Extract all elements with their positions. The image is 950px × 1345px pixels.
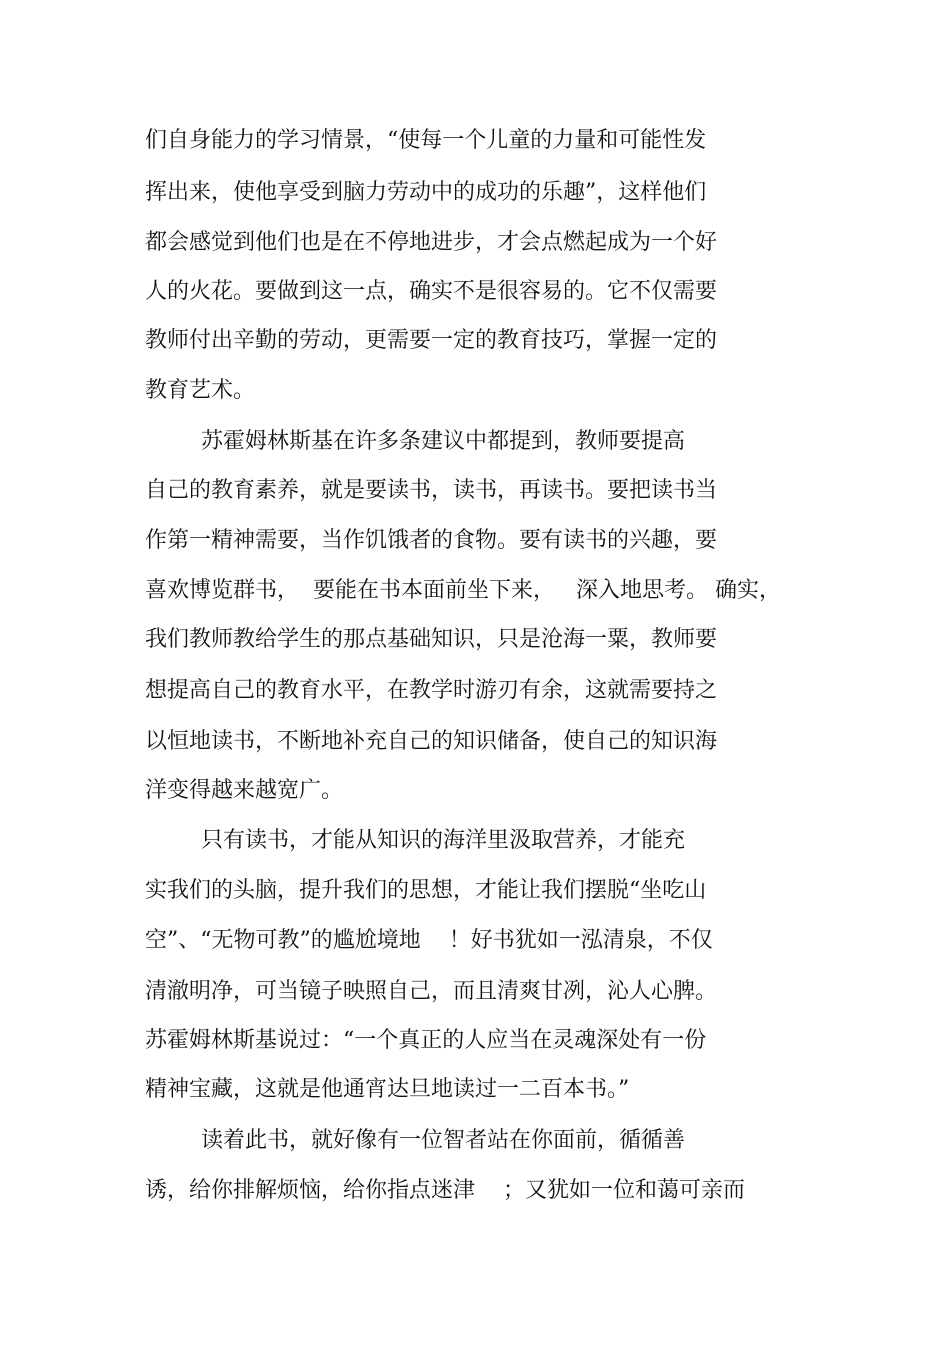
text-line: 都会感觉到他们也是在不停地进步，才会点燃起成为一个好 xyxy=(145,230,718,255)
text-line: 精神宝藏，这就是他通宵达旦地读过一二百本书。” xyxy=(145,1077,630,1102)
text-line: 读着此书，就好像有一位智者站在你面前，循循善 xyxy=(145,1128,685,1153)
text-line: 实我们的头脑，提升我们的思想，才能让我们摆脱“坐吃山 xyxy=(145,878,707,903)
text-line: 教育艺术。 xyxy=(145,378,256,403)
text-line: 自己的教育素养，就是要读书，读书，再读书。要把读书当 xyxy=(145,478,718,503)
text-line: 人的火花。要做到这一点，确实不是很容易的。它不仅需要 xyxy=(145,279,718,304)
text-line: 苏霍姆林斯基说过：“一个真正的人应当在灵魂深处有一份 xyxy=(145,1028,707,1053)
text-line: 作第一精神需要，当作饥饿者的食物。要有读书的兴趣，要 xyxy=(145,528,718,553)
text-line: 洋变得越来越宽广。 xyxy=(145,778,344,803)
text-line: 喜欢博览群书， 要能在书本面前坐下来， 深入地思考。 确实， xyxy=(145,578,781,603)
text-line: 教师付出辛勤的劳动，更需要一定的教育技巧，掌握一定的 xyxy=(145,328,718,353)
text-line: 挥出来，使他享受到脑力劳动中的成功的乐趣”，这样他们 xyxy=(145,180,707,205)
text-line: 诱，给你排解烦恼，给你指点迷津 ；又犹如一位和蔼可亲而 xyxy=(145,1178,745,1203)
text-line: 苏霍姆林斯基在许多条建议中都提到，教师要提高 xyxy=(145,429,685,454)
text-line: 空”、“无物可教”的尴尬境地 ！好书犹如一泓清泉，不仅 xyxy=(145,928,713,953)
text-line: 清澈明净，可当镜子映照自己，而且清爽甘冽，沁人心脾。 xyxy=(145,979,718,1004)
text-line: 想提高自己的教育水平，在教学时游刃有余，这就需要持之 xyxy=(145,678,718,703)
text-line: 只有读书，才能从知识的海洋里汲取营养，才能充 xyxy=(145,828,685,853)
text-line: 我们教师教给学生的那点基础知识，只是沧海一粟，教师要 xyxy=(145,627,718,652)
text-line: 以恒地读书，不断地补充自己的知识储备，使自己的知识海 xyxy=(145,729,718,754)
text-line: 们自身能力的学习情景，“使每一个儿童的力量和可能性发 xyxy=(145,128,707,153)
